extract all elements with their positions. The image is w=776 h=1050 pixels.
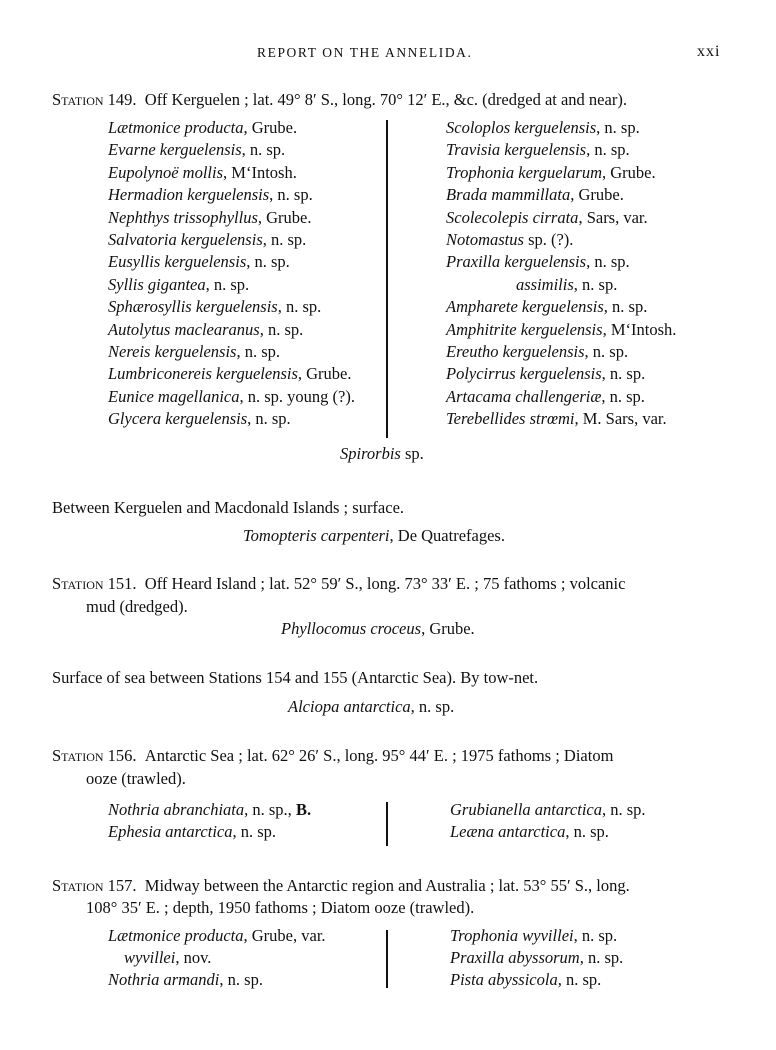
station-157-right-species-2	[450, 948, 623, 968]
station-label: Station 149.	[52, 90, 137, 109]
station-157-left-species-2	[124, 948, 211, 968]
species-name: Sphærosyllis kerguelensis	[108, 297, 278, 317]
species-name: Artacama challengeriæ	[446, 386, 602, 406]
species-entry	[446, 230, 573, 250]
species-entry	[516, 275, 617, 295]
species-name: Trophonia wyvillei	[450, 926, 574, 945]
station-156-left-species-2	[108, 822, 276, 842]
species-authority: , n. sp.	[603, 297, 648, 317]
station-label: Station 151.	[52, 574, 137, 593]
station-151-species	[281, 619, 475, 639]
species-name: Praxilla kerguelensis	[446, 252, 587, 272]
species-name: Hermadion kerguelensis	[108, 185, 270, 205]
species-authority: , n. sp.	[205, 274, 250, 294]
species-authority: , n. sp.	[246, 252, 290, 272]
species-name: Alciopa antarctica	[288, 697, 411, 716]
species-authority: , n. sp.	[601, 386, 645, 406]
species-entry	[446, 364, 645, 384]
species-name: Praxilla abyssorum	[450, 948, 580, 967]
species-entry	[446, 185, 624, 205]
species-authority: , M‘Intosh.	[602, 319, 677, 339]
species-authority: , M‘Intosh.	[223, 162, 297, 182]
species-name: Eupolynoë mollis	[108, 162, 224, 182]
species-name: Scoloplos kerguelensis	[446, 118, 597, 137]
column-divider	[386, 802, 388, 846]
species-name: Scolecolepis cirrata	[446, 207, 579, 227]
species-name: Leæna antarctica	[450, 822, 566, 841]
species-authority: , n. sp.	[277, 297, 322, 317]
species-authority: , n. sp.	[573, 926, 618, 945]
species-name: Notomastus	[446, 230, 524, 249]
running-header: REPORT ON THE ANNELIDA.	[257, 45, 473, 60]
station-description: Off Heard Island ; lat. 52° 59′ S., long. 73° 33′ E. ; 75 fathoms ; volcanic	[144, 574, 626, 593]
species-entry	[446, 118, 640, 138]
species-authority: , nov.	[175, 948, 212, 967]
species-authority: , n. sp.	[259, 319, 304, 339]
species-authority: , n. sp.	[584, 342, 629, 361]
species-authority: , Grube.	[297, 364, 352, 384]
species-name: Tomopteris carpenteri	[243, 526, 390, 545]
species-authority: sp.	[400, 444, 424, 463]
species-entry	[108, 297, 321, 317]
species-name: Ephesia antarctica	[108, 822, 233, 841]
species-name: wyvillei	[124, 948, 176, 967]
species-authority: , n. sp.	[602, 800, 646, 819]
station-157-left-species-3	[108, 970, 263, 990]
station-157-right-species-3	[450, 970, 601, 990]
species-authority: , n. sp.	[557, 970, 602, 989]
station-description: Off Kerguelen ; lat. 49° 8′ S., long. 70° 12′ E., &c. (dredged at and near).	[144, 90, 627, 109]
station-157-right-species-1	[450, 926, 617, 946]
station-156-left-species-1	[108, 800, 311, 820]
species-entry	[108, 342, 280, 362]
species-entry	[446, 297, 647, 317]
species-entry	[108, 275, 249, 295]
species-authority: , n. sp.	[586, 252, 630, 272]
species-name: Travisia kerguelensis	[446, 140, 587, 160]
species-name: Lætmonice producta	[108, 926, 244, 945]
page-number: xxi	[697, 43, 721, 60]
species-authority: , Grube.	[421, 619, 475, 638]
species-authority: , n. sp.	[232, 822, 277, 841]
station-151-continuation: mud (dredged).	[86, 597, 188, 616]
species-name: Polycirrus kerguelensis	[446, 364, 602, 384]
species-entry	[446, 208, 648, 228]
species-name: Autolytus maclearanus	[108, 319, 260, 339]
species-name: Terebellides strœmi	[446, 409, 575, 429]
species-authority: , n. sp.,	[244, 800, 296, 819]
species-name: Phyllocomus croceus	[281, 619, 422, 638]
species-authority: , n. sp.	[219, 970, 263, 989]
between-species	[243, 526, 505, 546]
species-name: Salvatoria kerguelensis	[108, 230, 263, 249]
species-entry	[446, 163, 656, 183]
species-authority: , M. Sars, var.	[574, 409, 667, 429]
species-name: Pista abyssicola	[450, 970, 558, 989]
species-authority: , De Quatrefages.	[389, 526, 505, 545]
species-authority: , n. sp.	[565, 822, 609, 841]
species-authority: , n. sp.	[586, 140, 630, 160]
species-entry	[108, 163, 297, 183]
station-description: Antarctic Sea ; lat. 62° 26′ S., long. 95° 44′ E. ; 1975 fathoms ; Diatom	[144, 746, 614, 765]
species-name: Evarne kerguelensis	[108, 140, 242, 160]
station-157-left-species-1	[108, 926, 326, 946]
station-156-heading	[52, 746, 613, 766]
species-name: Amphitrite kerguelensis	[446, 319, 603, 339]
species-authority: , n. sp.	[247, 409, 291, 429]
station-149-heading	[52, 90, 627, 110]
species-entry	[446, 342, 628, 362]
species-authority: , n. sp.	[241, 140, 286, 160]
species-authority: , n. sp. young (?).	[239, 386, 355, 406]
species-authority: , n. sp.	[410, 697, 455, 716]
station-156-right-species-2	[450, 822, 609, 842]
species-mark: B.	[295, 800, 312, 819]
species-name: Ereutho kerguelensis	[446, 342, 585, 361]
species-name: Nereis kerguelensis	[108, 342, 237, 361]
station-description: Midway between the Antarctic region and Australia ; lat. 53° 55′ S., long.	[144, 876, 630, 895]
species-entry	[108, 208, 312, 228]
species-authority: , n. sp.	[579, 948, 624, 967]
species-entry	[108, 409, 291, 429]
species-entry	[108, 387, 355, 407]
species-authority: sp. (?).	[523, 230, 574, 249]
species-name: Nothria armandi	[108, 970, 220, 989]
species-authority: , Sars, var.	[578, 207, 648, 227]
species-authority: , n. sp.	[236, 342, 281, 361]
species-authority: , n. sp.	[262, 230, 307, 249]
between-heading: Between Kerguelen and Macdonald Islands ; surface.	[52, 498, 405, 517]
species-authority: , Grube.	[602, 162, 656, 182]
species-authority: , n. sp.	[596, 118, 640, 137]
species-name: Glycera kerguelensis	[108, 409, 248, 429]
species-name: Syllis gigantea	[108, 274, 206, 294]
station-label: Station 156.	[52, 746, 137, 765]
species-authority: , Grube, var.	[243, 926, 326, 945]
species-entry	[446, 320, 676, 340]
species-name: Nothria abranchiata	[108, 800, 245, 819]
species-name: Lumbriconereis kerguelensis	[108, 364, 298, 384]
species-name: Lætmonice producta	[108, 118, 244, 137]
species-authority: , Grube.	[570, 185, 624, 205]
species-name: Trophonia kerguelarum	[446, 162, 602, 182]
species-authority: , n. sp.	[601, 364, 646, 384]
species-name: Spirorbis	[340, 444, 401, 463]
species-entry	[446, 252, 630, 272]
species-entry	[108, 230, 306, 250]
species-name: Eunice magellanica	[108, 386, 240, 406]
station-149-footer-species	[340, 444, 424, 464]
species-entry	[108, 118, 297, 138]
station-156-continuation: ooze (trawled).	[86, 769, 186, 788]
station-151-heading	[52, 574, 625, 594]
species-authority: , Grube.	[243, 118, 298, 137]
species-entry	[446, 387, 645, 407]
species-name: Nephthys trissophyllus	[108, 207, 258, 227]
species-authority: , n. sp.	[573, 274, 618, 294]
species-entry	[108, 320, 303, 340]
species-name: assimilis	[516, 274, 574, 294]
column-divider	[386, 120, 388, 438]
surface-species	[288, 697, 454, 717]
species-entry	[108, 364, 351, 384]
station-157-continuation: 108° 35′ E. ; depth, 1950 fathoms ; Diatom ooze (trawled).	[86, 898, 475, 917]
station-label: Station 157.	[52, 876, 137, 895]
species-entry	[108, 185, 313, 205]
species-name: Brada mammillata	[446, 185, 571, 205]
surface-heading: Surface of sea between Stations 154 and 155 (Antarctic Sea). By tow-net.	[52, 668, 539, 687]
species-authority: , n. sp.	[269, 185, 313, 205]
species-name: Eusyllis kerguelensis	[108, 252, 247, 272]
station-156-right-species-1	[450, 800, 646, 820]
station-157-heading	[52, 876, 630, 896]
column-divider	[386, 930, 388, 988]
species-entry	[446, 140, 630, 160]
species-entry	[108, 252, 290, 272]
species-name: Ampharete kerguelensis	[446, 297, 604, 317]
species-name: Grubianella antarctica	[450, 800, 602, 819]
species-entry	[108, 140, 285, 160]
species-entry	[446, 409, 667, 429]
species-authority: , Grube.	[257, 207, 312, 227]
